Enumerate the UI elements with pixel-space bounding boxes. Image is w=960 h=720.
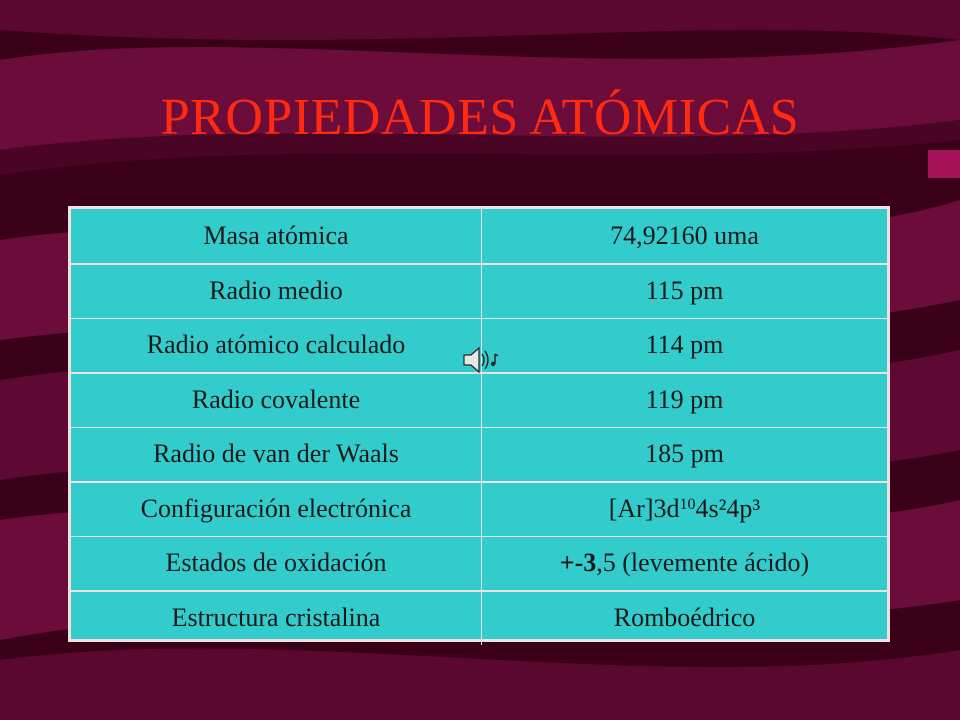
properties-table [68,206,890,642]
table-row [71,591,887,646]
table-row [71,209,887,264]
table-row [71,536,887,591]
row-value: Romboédrico [613,602,756,632]
row-value: [Ar]3d $^{10}$ 4s²4p³ [608,493,761,523]
oxidation-bold: +-3 [559,548,597,578]
row-label: Configuración electrónica [71,482,482,537]
table-row [71,427,887,482]
speaker-sound-icon[interactable] [460,342,500,378]
table-row [71,373,887,428]
row-value: 185 pm [645,439,724,469]
row-value: 74,92160 uma [610,221,759,251]
oxidation-rest: ,5 (levemente ácido) [596,548,810,578]
row-label: Radio de van der Waals [71,427,482,482]
slide-title: PROPIEDADES ATÓMICAS [160,89,800,146]
row-value: 119 pm [645,384,724,414]
config-prefix: [Ar]3d [608,493,680,523]
row-value: 114 pm [645,330,724,360]
table-row [71,482,887,537]
row-label: Estados de oxidación [71,536,482,591]
row-label: Radio covalente [71,373,482,428]
row-value: 115 pm [645,275,724,305]
row-label: Estructura cristalina [71,591,482,646]
config-suffix: 4s²4p³ [695,493,761,523]
row-label: Radio medio [71,264,482,319]
row-label: Radio atómico calculado [71,318,482,373]
row-value [482,536,887,591]
table-row [71,264,887,319]
row-label: Masa atómica [71,209,482,264]
